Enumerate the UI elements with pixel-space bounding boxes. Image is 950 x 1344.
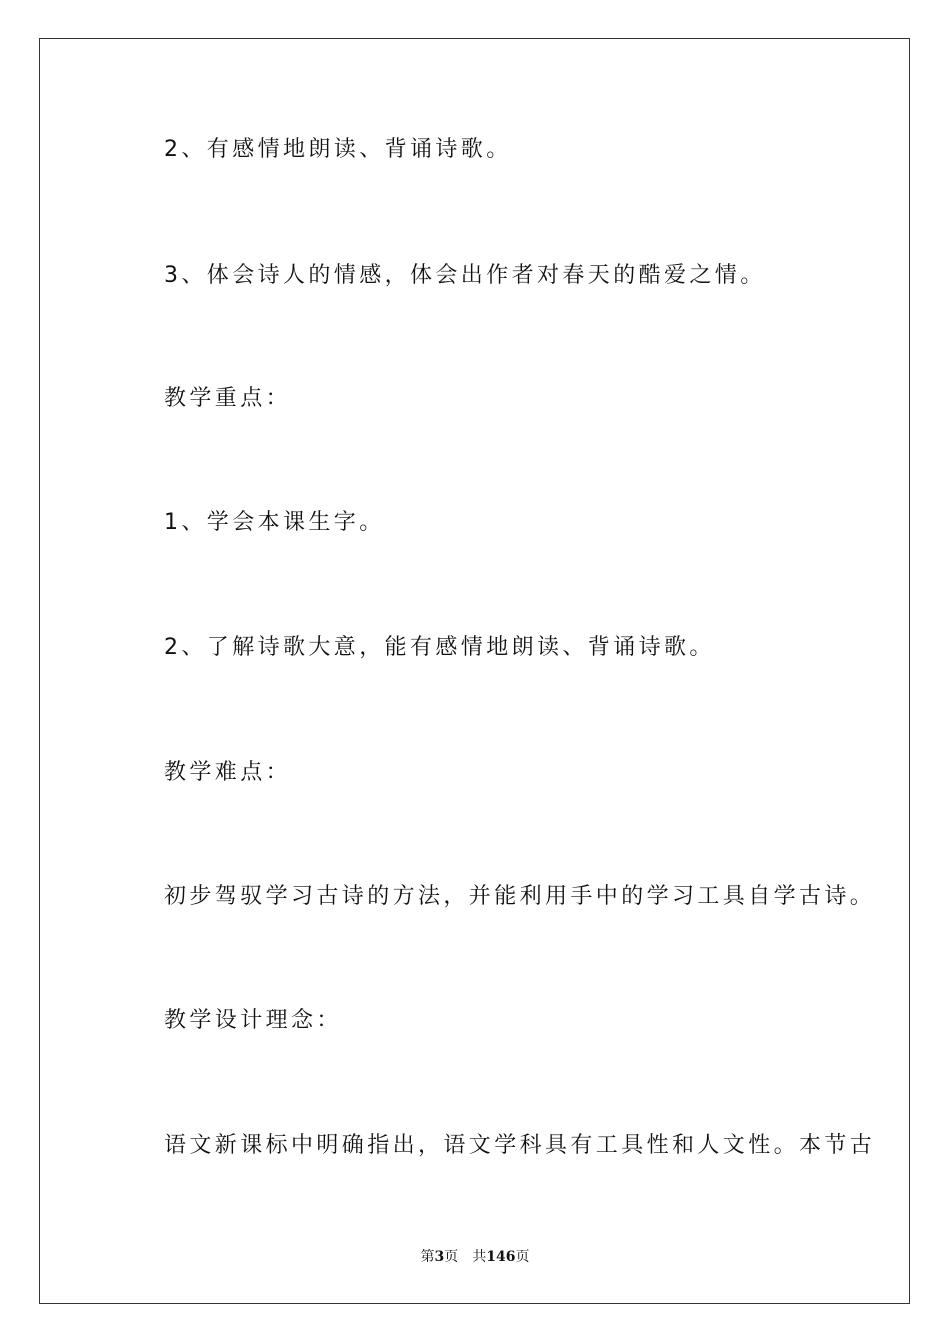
page-number: 3 (434, 1249, 445, 1265)
objective-2-text: 2、有感情地朗读、背诵诗歌。 (164, 137, 512, 162)
key-point-2-text: 2、了解诗歌大意，能有感情地朗读、背诵诗歌。 (164, 635, 715, 660)
design-concept-text: 语文新课标中明确指出，语文学科具有工具性和人文性。本节古 (164, 1133, 876, 1158)
page-footer (0, 1248, 950, 1266)
total-prefix: 共 (472, 1249, 487, 1265)
total-suffix: 页 (515, 1249, 530, 1265)
key-point-1-text: 1、学会本课生字。 (164, 510, 385, 535)
design-concept-heading: 教学设计理念： (164, 1008, 342, 1033)
total-pages: 146 (486, 1249, 516, 1265)
page-border (39, 38, 910, 1304)
page-suffix: 页 (444, 1249, 459, 1265)
objective-3-text: 3、体会诗人的情感，体会出作者对春天的酷爱之情。 (164, 263, 766, 288)
page-prefix: 第 (420, 1249, 435, 1265)
key-points-heading: 教学重点： (164, 386, 292, 411)
difficulty-text: 初步驾驭学习古诗的方法，并能利用手中的学习工具自学古诗。 (164, 884, 876, 909)
difficulties-heading: 教学难点： (164, 760, 292, 785)
